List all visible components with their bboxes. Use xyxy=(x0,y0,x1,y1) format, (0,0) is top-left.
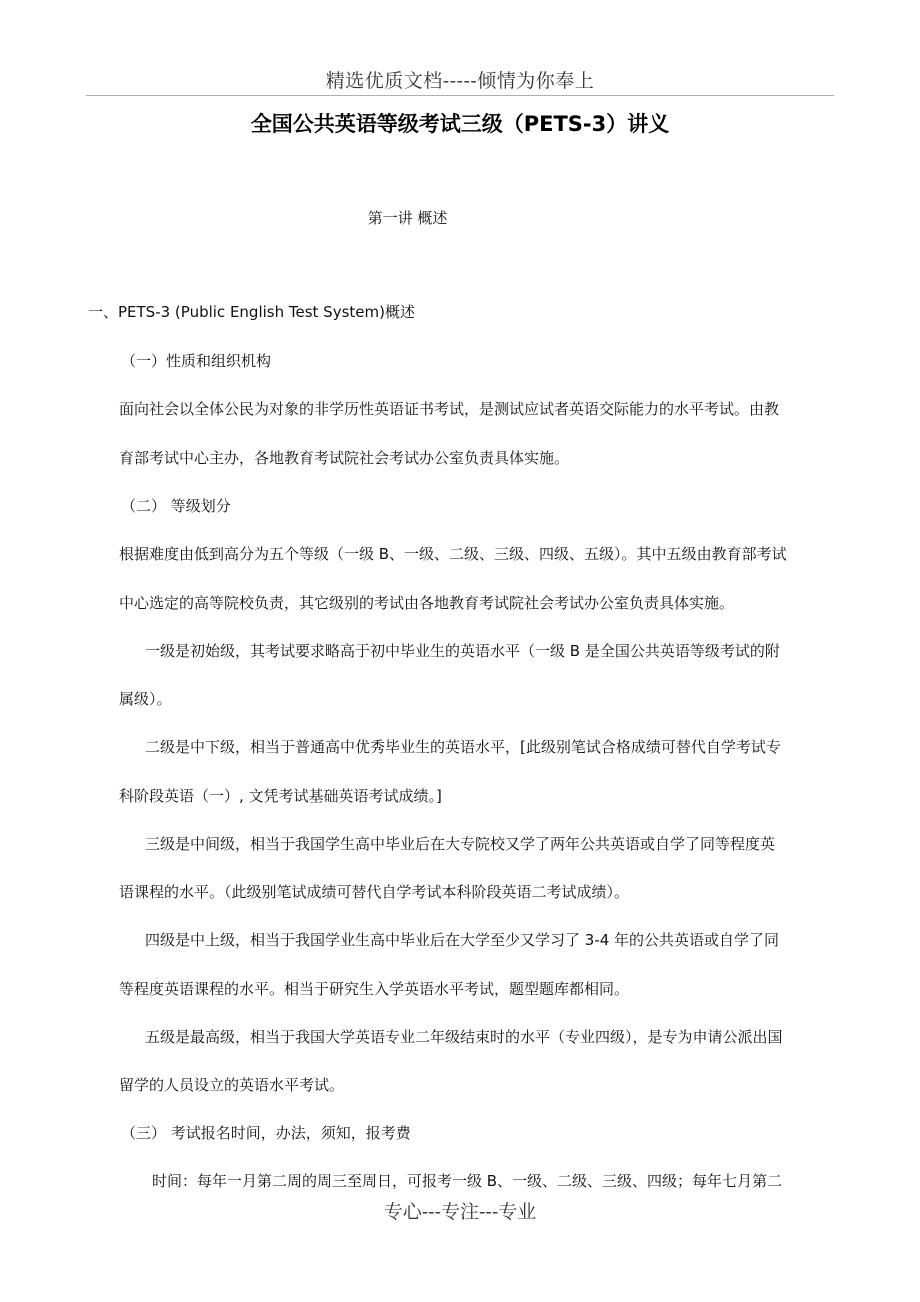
paragraph-line: 留学的人员设立的英语水平考试。 xyxy=(119,1076,345,1094)
lecture-subtitle: 第一讲 概述 xyxy=(367,209,448,227)
subsection-heading-2: （二） 等级划分 xyxy=(121,497,231,515)
subsection-heading-3: （三） 考试报名时间，办法，须知，报考费 xyxy=(121,1124,411,1142)
document-title: 全国公共英语等级考试三级（PETS-3）讲义 xyxy=(250,112,670,136)
paragraph-line: 一级是初始级，其考试要求略高于初中毕业生的英语水平（一级 B 是全国公共英语等级考试的附 xyxy=(145,642,780,660)
paragraph-line: 三级是中间级，相当于我国学生高中毕业后在大专院校又学了两年公共英语或自学了同等程度英 xyxy=(145,835,776,853)
paragraph-line: 时间：每年一月第二周的周三至周日，可报考一级 B、一级、二级、三级、四级；每年七月第二 xyxy=(152,1172,783,1190)
paragraph-line: 科阶段英语（一）, 文凭考试基础英语考试成绩。] xyxy=(119,787,442,805)
paragraph-line: 育部考试中心主办，各地教育考试院社会考试办公室负责具体实施。 xyxy=(119,449,570,467)
paragraph-line: 等程度英语课程的水平。相当于研究生入学英语水平考试，题型题库都相同。 xyxy=(119,980,630,998)
paragraph-line: 中心选定的高等院校负责，其它级别的考试由各地教育考试院社会考试办公室负责具体实施。 xyxy=(119,594,735,612)
page-header: 精选优质文档-----倾情为你奉上 xyxy=(325,70,595,92)
section-heading: 一、PETS-3 (Public English Test System)概述 xyxy=(88,303,415,321)
paragraph-line: 属级）。 xyxy=(119,690,172,708)
paragraph-line: 四级是中上级，相当于我国学业生高中毕业后在大学至少又学习了 3-4 年的公共英语或自学了同 xyxy=(145,931,780,949)
header-divider xyxy=(86,95,834,96)
paragraph-line: 根据难度由低到高分为五个等级（一级 B、一级、二级、三级、四级、五级）。其中五级由教育部考试 xyxy=(119,545,787,563)
paragraph-line: 五级是最高级，相当于我国大学英语专业二年级结束时的水平（专业四级），是专为申请公派出国 xyxy=(145,1028,783,1046)
page-footer: 专心---专注---专业 xyxy=(383,1201,537,1223)
paragraph-line: 语课程的水平。（此级别笔试成绩可替代自学考试本科阶段英语二考试成绩）。 xyxy=(119,883,630,901)
paragraph-line: 二级是中下级，相当于普通高中优秀毕业生的英语水平，[此级别笔试合格成绩可替代自学考试专 xyxy=(145,738,781,756)
subsection-heading-1: （一）性质和组织机构 xyxy=(121,352,272,370)
paragraph-line: 面向社会以全体公民为对象的非学历性英语证书考试，是测试应试者英语交际能力的水平考试。由教 xyxy=(119,400,780,418)
